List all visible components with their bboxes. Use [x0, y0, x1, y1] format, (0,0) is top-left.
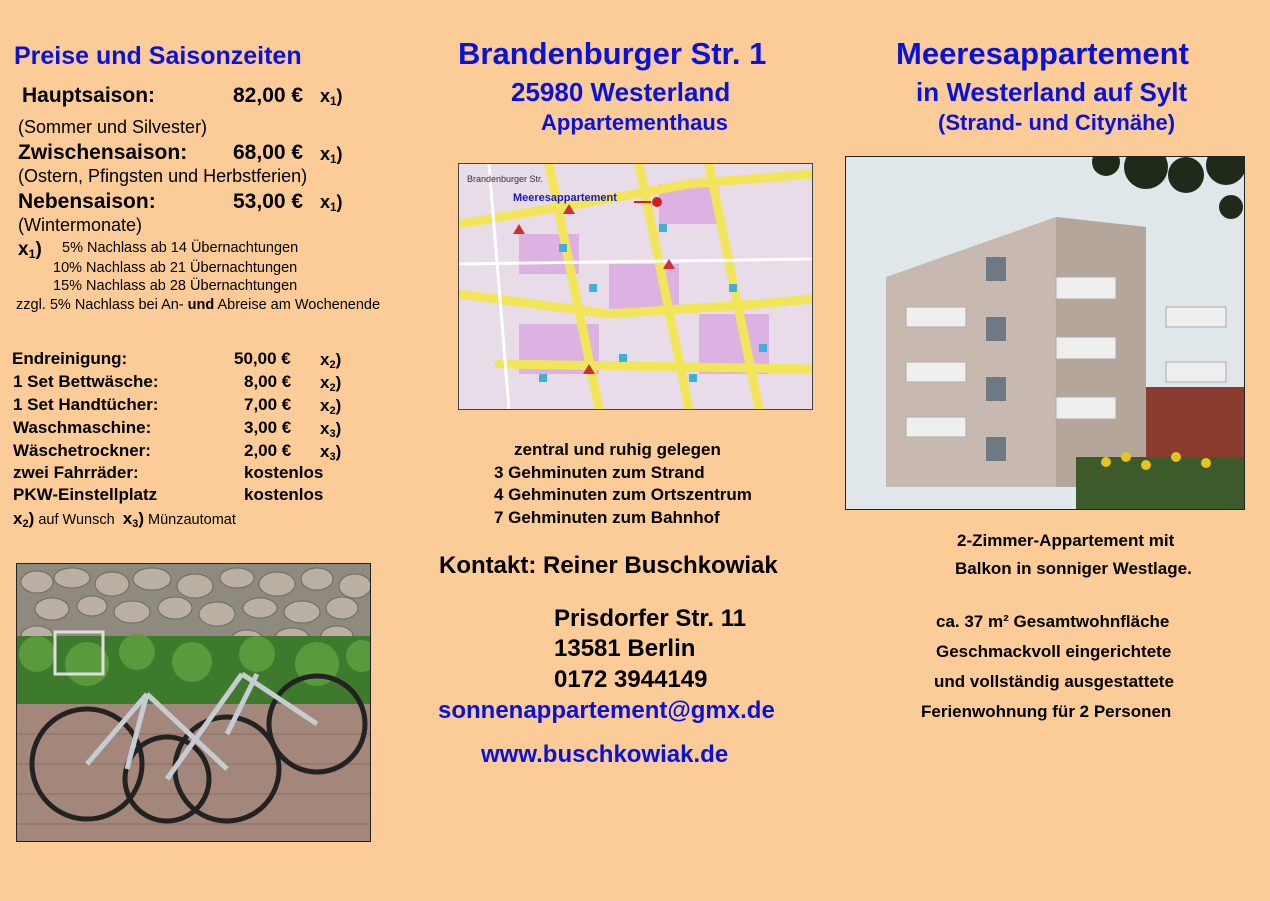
season-note: (Sommer und Silvester) [18, 117, 208, 137]
contact-label: Kontakt: Reiner Buschkowiak [439, 552, 778, 579]
map-label: Meeresappartement [513, 192, 617, 204]
footnote-marker: $x_3$) [320, 442, 342, 463]
house-type: Appartementhaus [541, 110, 729, 135]
season-label: Zwischensaison: [18, 141, 188, 164]
location-line: 4 Gehminuten zum Ortszentrum [494, 485, 752, 504]
discount-line: 10% Nachlass ab 21 Übernachtungen [53, 260, 298, 276]
location-line: zentral und ruhig gelegen [514, 440, 721, 459]
apartment-desc: 2-Zimmer-Appartement mit [957, 531, 1175, 550]
apartment-feature: und vollständig ausgestattete [934, 672, 1174, 691]
footnote-marker: $x_2$) [320, 350, 342, 371]
extra-price: 7,00 € [244, 395, 292, 414]
apartment-feature: Geschmackvoll eingerichtete [936, 642, 1172, 661]
apartment-feature: Ferienwohnung für 2 Personen [921, 702, 1172, 721]
footnote-marker: $x_3$) [320, 419, 342, 440]
apartment-title: Meeresappartement [896, 36, 1189, 71]
extra-label: Endreinigung: [12, 349, 128, 368]
prices-title: Preise und Saisonzeiten [14, 42, 302, 70]
extra-label: Waschmaschine: [13, 418, 152, 437]
apartment-feature: ca. 37 m² Gesamtwohnfläche [936, 612, 1170, 631]
extra-price: kostenlos [244, 463, 324, 482]
extra-label: PKW-Einstellplatz [13, 485, 158, 504]
extra-label: 1 Set Handtücher: [13, 395, 159, 414]
season-price: 68,00 € [233, 141, 304, 164]
extra-price: 3,00 € [244, 418, 292, 437]
apartment-subtitle: in Westerland auf Sylt [916, 77, 1188, 107]
extra-price: 2,00 € [244, 441, 292, 460]
address-title: Brandenburger Str. 1 [458, 36, 767, 71]
extra-label: zwei Fahrräder: [13, 463, 139, 482]
season-note: (Ostern, Pfingsten und Herbstferien) [18, 166, 308, 186]
footnote-marker: $x_1$) [320, 86, 343, 108]
apartment-subtitle-2: (Strand- und Citynähe) [938, 110, 1176, 135]
weekend-surcharge: zzgl. 5% Nachlass bei An- und Abreise am Wochenende [16, 297, 381, 313]
footnote-marker: $x_1$) [320, 192, 343, 214]
footnote-marker: $x_2$) [320, 373, 342, 394]
location-line: 7 Gehminuten zum Bahnhof [494, 508, 720, 527]
season-note: (Wintermonate) [18, 215, 143, 235]
svg-text:Brandenburger Str.: Brandenburger Str. [467, 174, 544, 184]
contact-phone: 0172 3944149 [554, 666, 708, 693]
season-price: 53,00 € [233, 190, 304, 213]
address-city: 25980 Westerland [511, 77, 731, 107]
extras-footnote: $x_2$) auf Wunsch $x_3$) Münzautomat [13, 509, 236, 530]
footnote-marker: $x_1$) [320, 144, 343, 166]
season-label: Nebensaison: [18, 190, 156, 213]
discount-marker: $x_1$) [18, 239, 42, 262]
contact-email-link[interactable]: sonnenappartement@gmx.de [438, 697, 775, 724]
season-price: 82,00 € [233, 84, 304, 107]
extra-price: kostenlos [244, 485, 324, 504]
discount-line: 15% Nachlass ab 28 Übernachtungen [53, 278, 298, 294]
bicycles-photo [16, 563, 371, 842]
location-map [458, 163, 813, 410]
website-link[interactable]: www.buschkowiak.de [481, 741, 729, 768]
extra-label: 1 Set Bettwäsche: [13, 372, 159, 391]
apartment-desc: Balkon in sonniger Westlage. [955, 559, 1192, 578]
contact-street: Prisdorfer Str. 11 [554, 605, 747, 632]
extra-price: 8,00 € [244, 372, 292, 391]
extra-price: 50,00 € [234, 349, 291, 368]
season-label: Hauptsaison: [22, 84, 156, 107]
location-line: 3 Gehminuten zum Strand [494, 463, 705, 482]
apartment-building-photo [845, 156, 1245, 510]
discount-line: 5% Nachlass ab 14 Übernachtungen [62, 240, 299, 256]
contact-city: 13581 Berlin [554, 635, 696, 662]
extra-label: Wäschetrockner: [13, 441, 151, 460]
footnote-marker: $x_2$) [320, 396, 342, 417]
